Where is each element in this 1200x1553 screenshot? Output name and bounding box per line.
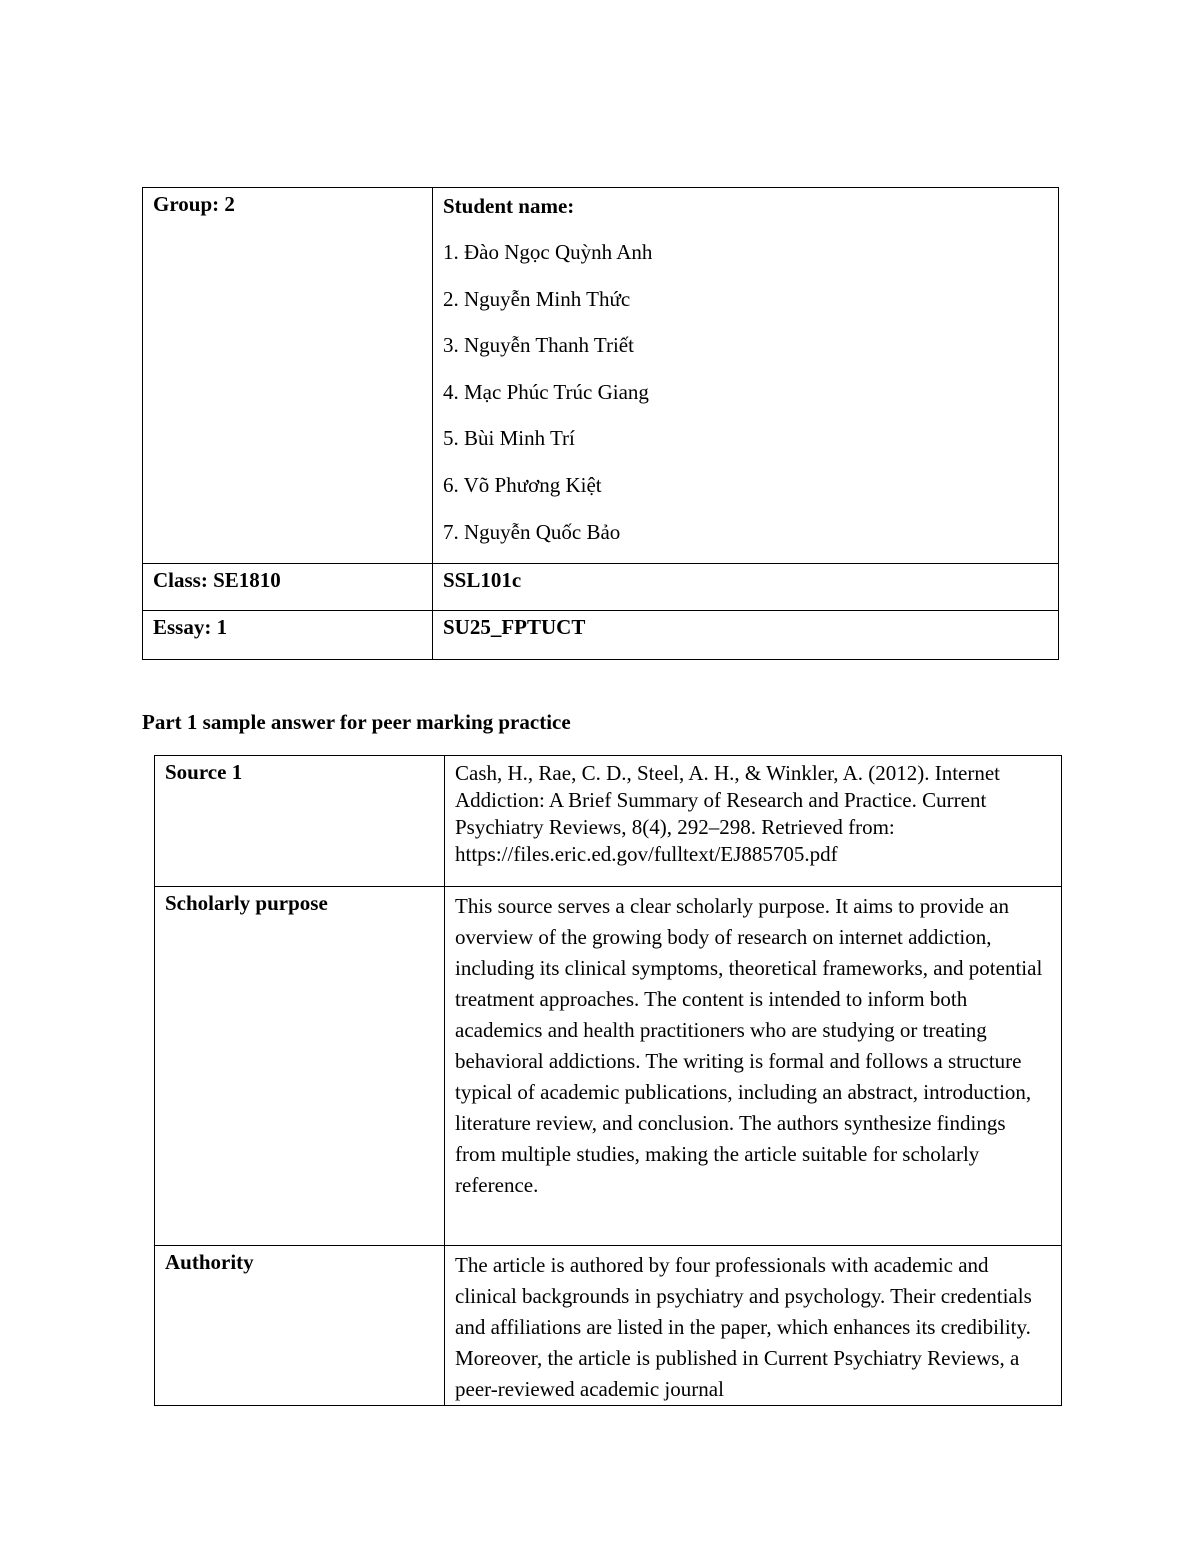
student-name-item: 2. Nguyễn Minh Thức: [443, 286, 631, 311]
eval-label: Authority: [155, 1246, 445, 1406]
student-name-item: 5. Bùi Minh Trí: [443, 426, 575, 451]
student-names-cell: [433, 188, 1059, 564]
student-names-list: [443, 238, 1048, 546]
info-row-group: [143, 188, 1059, 564]
eval-row-authority: [155, 1246, 1062, 1406]
student-name-item: 7. Nguyễn Quốc Bảo: [443, 519, 621, 544]
term-code-cell: SU25_FPTUCT: [433, 611, 1059, 660]
part-heading: Part 1 sample answer for peer marking practice: [142, 710, 571, 734]
student-info-table: [142, 187, 1059, 660]
student-name-item: 4. Mạc Phúc Trúc Giang: [443, 379, 649, 404]
course-code-cell: SSL101c: [433, 564, 1059, 611]
student-name-item: 3. Nguyễn Thanh Triết: [443, 333, 634, 358]
info-row-essay: [143, 611, 1059, 660]
eval-row-scholarly-purpose: [155, 887, 1062, 1246]
eval-label: Source 1: [155, 756, 445, 887]
source-evaluation-table: [154, 755, 1062, 1406]
student-name-heading: Student name:: [443, 194, 575, 218]
eval-label: Scholarly purpose: [155, 887, 445, 1246]
eval-row-source: [155, 756, 1062, 887]
authority-text: The article is authored by four professionals with academic and clinical backgrounds in psychiatry and psychology. Their credentials and affiliations are listed in the paper, which enhances its credibility. Moreover, the article is published in Current Psychiatry Reviews, a peer-reviewed academic journal: [445, 1246, 1062, 1406]
student-name-item: 6. Võ Phương Kiệt: [443, 472, 602, 497]
info-row-class: [143, 564, 1059, 611]
student-name-item: 1. Đào Ngọc Quỳnh Anh: [443, 240, 653, 264]
source-citation: Cash, H., Rae, C. D., Steel, A. H., & Winkler, A. (2012). Internet Addiction: A Brief Summary of Research and Practice. Current Psychiatry Reviews, 8(4), 292–298. Retrieved from: https://files.eric.ed.gov/fulltext/EJ885705.pdf: [445, 756, 1062, 887]
scholarly-purpose-text: This source serves a clear scholarly purpose. It aims to provide an overview of the growing body of research on internet addiction, including its clinical symptoms, theoretical frameworks, and potential treatment approaches. The content is intended to inform both academics and health practitioners who are studying or treating behavioral addictions. The writing is formal and follows a structure typical of academic publications, including an abstract, introduction, literature review, and conclusion. The authors synthesize findings from multiple studies, making the article suitable for scholarly reference.: [445, 887, 1062, 1246]
group-cell: Group: 2: [143, 188, 433, 564]
class-cell: Class: SE1810: [143, 564, 433, 611]
essay-cell: Essay: 1: [143, 611, 433, 660]
